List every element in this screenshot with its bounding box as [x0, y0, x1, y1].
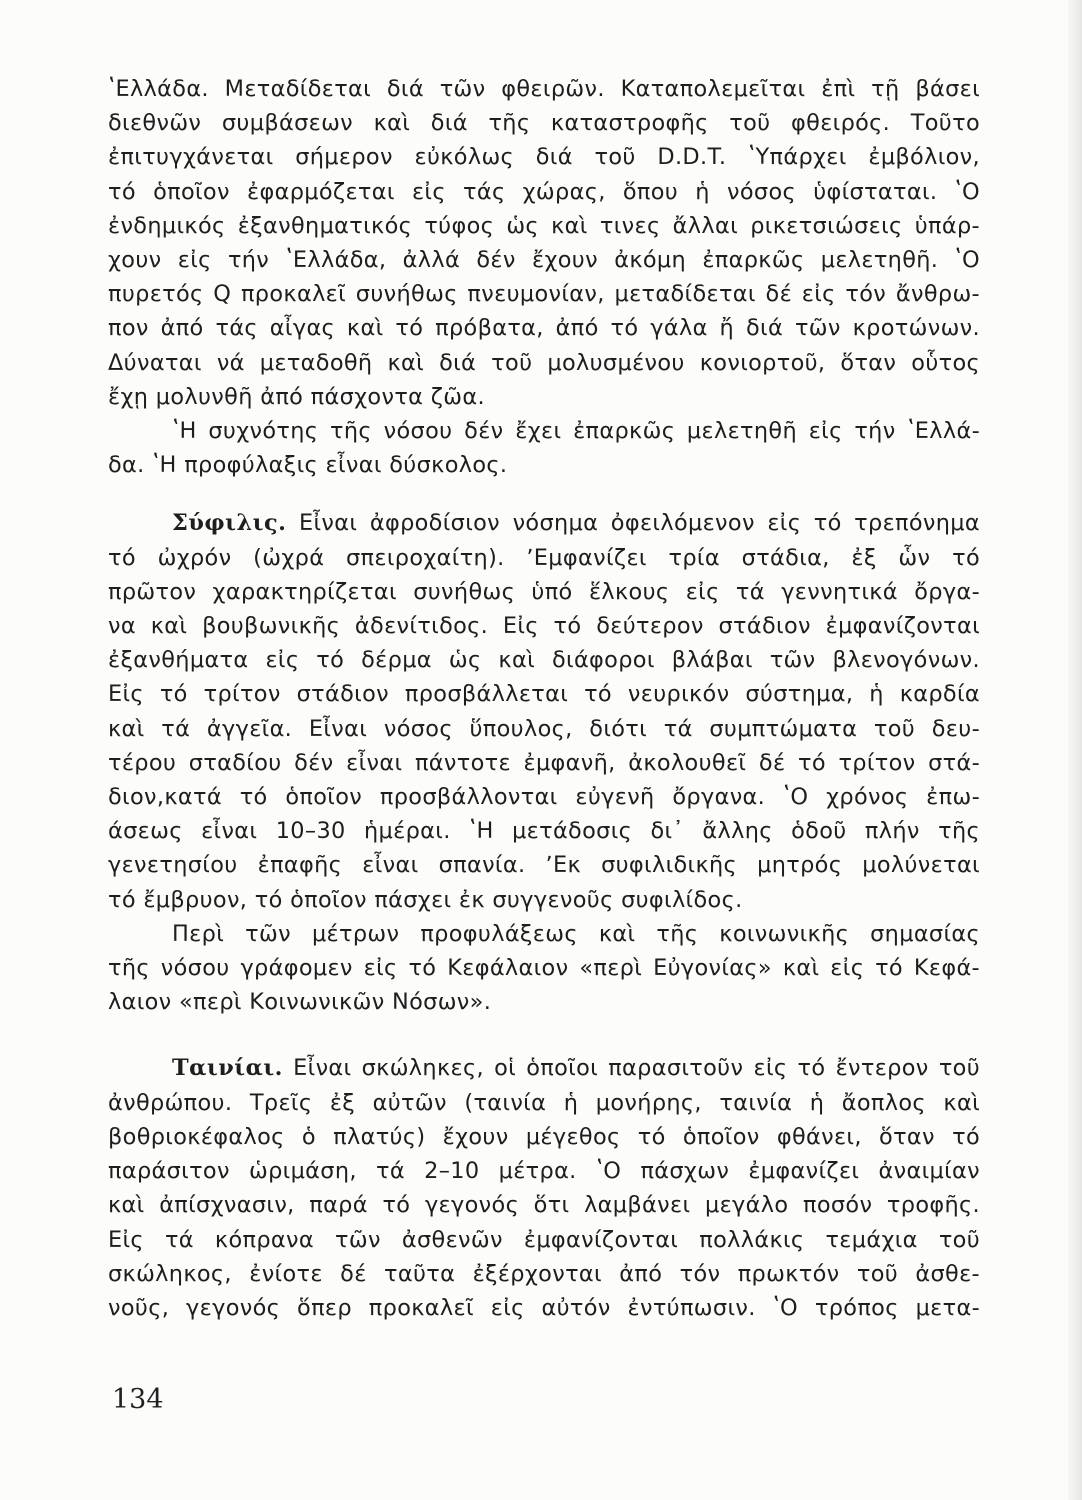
- text-line: ἐπιτυγχάνεται σήμερον εὐκόλως διά τοῦ D.D.T. ʽΥπάρχει ἐμβόλιον,: [108, 144, 980, 171]
- paragraph-typhus: [108, 72, 980, 414]
- text-line: διον,κατά τό ὁποῖον προσβάλλονται εὐγενῆ ὄργανα. ʽΟ χρόνος ἐπω-: [108, 784, 980, 811]
- text-line: σκώληκος, ἐνίοτε δέ ταῦτα ἐξέρχονται ἀπό τόν πρωκτόν τοῦ ἀσθε-: [108, 1260, 980, 1287]
- text-fragment: Εἶναι σκώληκες, οἱ ὁποῖοι παρασιτοῦν εἰς τό ἔντερον τοῦ: [293, 1055, 980, 1082]
- text-fragment: Εἶναι ἀφροδίσιον νόσημα ὀφειλόμενον εἰς τό τρεπόνημα: [298, 510, 980, 537]
- text-line: Εἰς τά κόπρανα τῶν ἀσθενῶν ἐμφανίζονται πολλάκις τεμάχια τοῦ: [108, 1226, 980, 1253]
- text-line: Δύναται νά μεταδοθῆ καὶ διά τοῦ μολυσμένου κονιορτοῦ, ὅταν οὗτος: [108, 349, 980, 376]
- text-line: ἐξανθήματα εἰς τό δέρμα ὡς καὶ διάφοροι βλάβαι τῶν βλενογόνων.: [108, 647, 980, 674]
- text-line: να καὶ βουβωνικῆς ἀδενίτιδος. Εἰς τό δεύτερον στάδιον ἐμφανίζονται: [108, 613, 980, 640]
- text-line: λαιον «περὶ Κοινωνικῶν Νόσων».: [108, 989, 492, 1016]
- paragraph-frequency: [108, 414, 980, 482]
- text-line: νοῦς, γεγονός ὅπερ προκαλεῖ εἰς αὐτόν ἐντύπωσιν. ʽΟ τρόπος μετα-: [108, 1294, 980, 1321]
- text-line: πρῶτον χαρακτηρίζεται συνήθως ὑπό ἕλκους εἰς τά γεννητικά ὄργα-: [108, 578, 980, 605]
- section-syphilis: [108, 506, 980, 916]
- text-line: άσεως εἶναι 10–30 ἡμέραι. ʽΗ μετάδοσις δι᾽ ἄλλης ὁδοῦ πλήν τῆς: [108, 818, 980, 845]
- text-line: ἔχῃ μολυνθῆ ἀπό πάσχοντα ζῶα.: [108, 383, 485, 410]
- text-line: διεθνῶν συμβάσεων καὶ διά τῆς καταστροφῆς τοῦ φθειρός. Τοῦτο: [108, 110, 980, 137]
- section-heading-syphilis: Σύφιλις.: [172, 510, 287, 537]
- text-line: πον ἀπό τάς αἶγας καὶ τό πρόβατα, ἀπό τό γάλα ἤ διά τῶν κροτώνων.: [108, 315, 980, 342]
- text-line: καὶ ἀπίσχνασιν, παρά τό γεγονός ὅτι λαμβάνει μεγάλο ποσόν τροφῆς.: [108, 1192, 980, 1219]
- text-line: χουν εἰς τήν ʽΕλλάδα, ἀλλά δέν ἔχουν ἀκόμη ἐπαρκῶς μελετηθῆ. ʽΟ: [108, 247, 980, 274]
- text-line: [108, 506, 980, 540]
- text-line: παράσιτον ὡριμάση, τά 2–10 μέτρα. ʽΟ πάσχων ἐμφανίζει ἀναιμίαν: [108, 1158, 980, 1185]
- text-line: Περὶ τῶν μέτρων προφυλάξεως καὶ τῆς κοινωνικῆς σημασίας: [172, 920, 980, 947]
- section-tapeworms: [108, 1051, 980, 1325]
- text-line: ʽΗ συχνότης τῆς νόσου δέν ἔχει ἐπαρκῶς μελετηθῆ εἰς τήν ʽΕλλά-: [172, 418, 980, 445]
- text-line: τό ὁποῖον ἐφαρμόζεται εἰς τάς χώρας, ὅπου ἡ νόσος ὑφίσταται. ʽΟ: [108, 178, 980, 205]
- text-line: τό ὠχρόν (ὠχρά σπειροχαίτη). ʼΕμφανίζει τρία στάδια, ἐξ ὧν τό: [108, 544, 980, 571]
- text-line: καὶ τά ἀγγεῖα. Εἶναι νόσος ὕπουλος, διότι τά συμπτώματα τοῦ δευ-: [108, 715, 980, 742]
- section-heading-tapeworms: Ταινίαι.: [172, 1055, 283, 1082]
- text-line: γενετησίου ἐπαφῆς εἶναι σπανία. ʼΕκ συφιλιδικῆς μητρός μολύνεται: [108, 852, 980, 879]
- text-line: βοθριοκέφαλος ὁ πλατύς) ἔχουν μέγεθος τό ὁποῖον φθάνει, ὅταν τό: [108, 1123, 980, 1150]
- text-line: δα. ʽΗ προφύλαξις εἶναι δύσκολος.: [108, 452, 508, 479]
- page-number: 134: [112, 1384, 164, 1415]
- paragraph-gap: [108, 482, 980, 506]
- paragraph-gap: [108, 1019, 980, 1051]
- text-line: [108, 1051, 980, 1085]
- text-line: τό ἔμβρυον, τό ὁποῖον πάσχει ἐκ συγγενοῦς συφιλίδος.: [108, 886, 743, 913]
- text-line: ἐνδημικός ἐξανθηματικός τύφος ὡς καὶ τινες ἄλλαι ρικετσιώσεις ὑπάρ-: [108, 212, 980, 239]
- paragraph-prevention: [108, 917, 980, 1020]
- text-line: ἀνθρώπου. Τρεῖς ἐξ αὐτῶν (ταινία ἡ μονήρης, ταινία ἡ ἄοπλος καὶ: [108, 1089, 980, 1116]
- text-line: τέρου σταδίου δέν εἶναι πάντοτε ἐμφανῆ, ἀκολουθεῖ δέ τό τρίτον στά-: [108, 749, 980, 776]
- page-text: [108, 72, 980, 1325]
- text-line: τῆς νόσου γράφομεν εἰς τό Κεφάλαιον «περὶ Εὐγονίας» καὶ εἰς τό Κεφά-: [108, 955, 980, 982]
- text-line: Εἰς τό τρίτον στάδιον προσβάλλεται τό νευρικόν σύστημα, ἡ καρδία: [108, 681, 980, 708]
- text-line: ʽΕλλάδα. Μεταδίδεται διά τῶν φθειρῶν. Καταπολεμεῖται ἐπὶ τῇ βάσει: [108, 76, 980, 102]
- text-line: πυρετός Q προκαλεῖ συνήθως πνευμονίαν, μεταδίδεται δέ εἰς τόν ἄνθρω-: [108, 281, 980, 308]
